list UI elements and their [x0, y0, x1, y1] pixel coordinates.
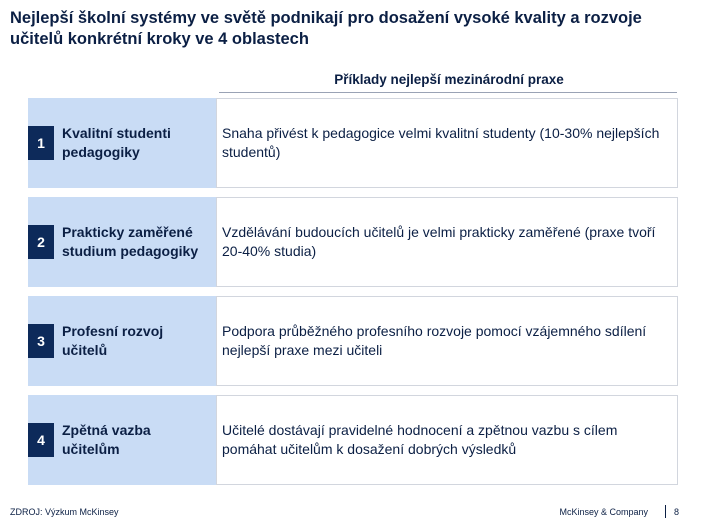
row-number-badge: 2 — [28, 225, 54, 259]
practice-row-4 — [28, 395, 678, 485]
subtitle-divider — [219, 92, 677, 93]
row-number-badge: 1 — [28, 126, 54, 160]
row-description: Podpora průběžného profesního rozvoje pomocí vzájemného sdílení nejlepší praxe mezi učiteli — [222, 323, 647, 358]
row-description: Snaha přivést k pedagogice velmi kvalitní studenty (10-30% nejlepších studentů) — [222, 125, 660, 160]
practice-row-1 — [28, 98, 678, 188]
row-description: Učitelé dostávají pravidelné hodnocení a zpětnou vazbu s cílem pomáhat učitelům k dosažení dobrých výsledků — [222, 422, 618, 457]
row-number-badge: 3 — [28, 324, 54, 358]
practice-row-2 — [28, 197, 678, 287]
footer-brand: McKinsey & Company — [559, 507, 648, 517]
practice-row-3 — [28, 296, 678, 386]
row-label: Profesní rozvoj učitelů — [62, 323, 164, 358]
page-number: 8 — [674, 507, 680, 517]
row-label: Kvalitní studenti pedagogiky — [62, 125, 171, 160]
footer-separator — [665, 505, 666, 518]
source-note: ZDROJ: Výzkum McKinsey — [10, 507, 119, 517]
row-description: Vzdělávání budoucích učitelů je velmi prakticky zaměřené (praxe tvoří 20-40% studia) — [222, 224, 656, 259]
row-label: Zpětná vazba učitelům — [62, 422, 151, 457]
page-title: Nejlepší školní systémy ve světě podnikají pro dosažení vysoké kvality a rozvoje učitelů konkrétní kroky ve 4 oblastech — [10, 9, 642, 48]
row-label: Prakticky zaměřené studium pedagogiky — [62, 224, 199, 259]
row-number-badge: 4 — [28, 423, 54, 457]
section-subtitle: Příklady nejlepší mezinárodní praxe — [334, 72, 564, 87]
